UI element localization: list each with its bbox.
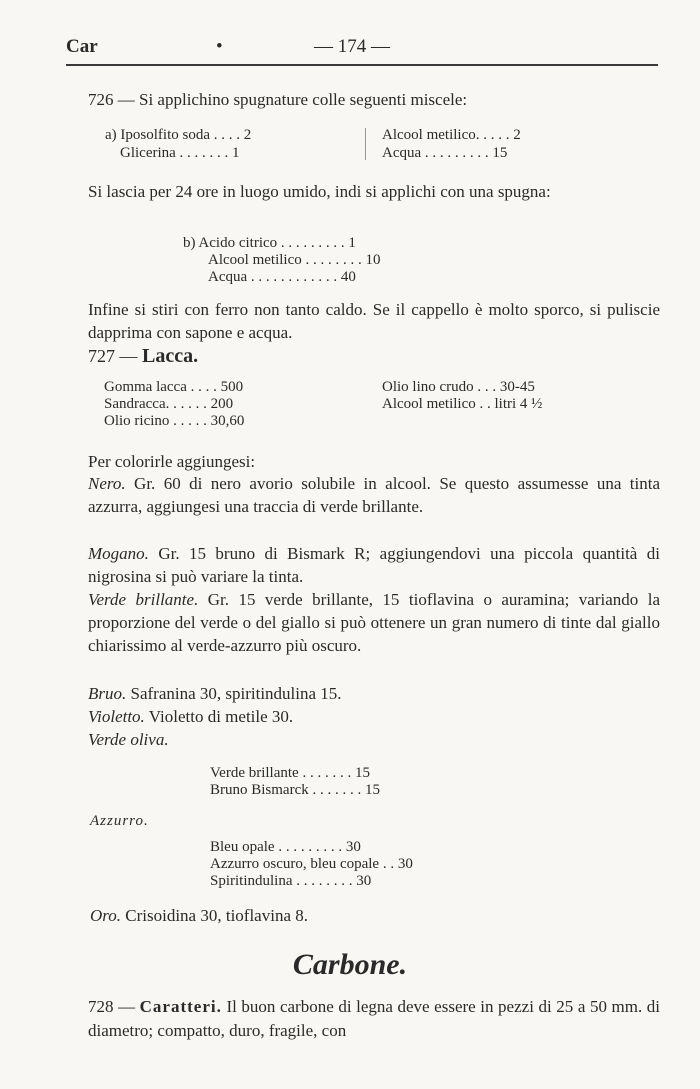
entry-oro — [90, 904, 662, 927]
lacca-right-1: Olio lino crudo . . . 30-45 — [382, 379, 535, 395]
section-726-title: 726 — Si applichino spugnature colle seguenti miscele: — [88, 90, 468, 109]
entry-violetto — [88, 705, 660, 728]
entry-violetto-text: Violetto di metile 30. — [144, 707, 294, 726]
entry-mogano-label: Mogano. — [88, 544, 149, 563]
azzurro-line-3: Spiritindulina . . . . . . . . 30 — [210, 873, 372, 889]
recipe-a-line-2: Glicerina . . . . . . . 1 — [120, 145, 240, 161]
entry-oro-label: Oro. — [90, 906, 122, 925]
running-header — [66, 34, 658, 66]
lacca-left-1: Gomma lacca . . . . 500 — [104, 379, 244, 395]
section-727-number: 727 — — [88, 346, 138, 366]
entry-bruo — [88, 682, 660, 705]
lacca-left-3: Olio ricino . . . . . 30,60 — [104, 413, 245, 429]
section-727-title: Lacca. — [142, 345, 199, 367]
entry-verde-oliva-label: Verde oliva. — [88, 730, 169, 749]
entry-verde-brillante — [88, 588, 660, 657]
section-carbone-title: Carbone. — [292, 948, 408, 981]
entry-mogano — [88, 542, 660, 588]
section-728-number: 728 — — [88, 997, 136, 1016]
oliva-line-2: Bruno Bismarck . . . . . . . 15 — [210, 782, 380, 798]
recipe-a-line-4: Acqua . . . . . . . . . 15 — [382, 145, 508, 161]
lacca-right-2: Alcool metilico . . litri 4 ½ — [382, 396, 543, 412]
entry-bruo-text: Safranina 30, spiritindulina 15. — [126, 684, 342, 703]
recipe-b-line-3: Acqua . . . . . . . . . . . . 40 — [208, 269, 356, 285]
page-number: — 174 — — [314, 36, 390, 57]
entry-bruo-label: Bruo. — [88, 684, 127, 703]
recipe-b-line-1: b) Acido citrico . . . . . . . . . 1 — [183, 235, 356, 251]
paragraph-iron: Infine si stiri con ferro non tanto caldo. Se il cappello è molto sporco, si puliscie dapprima con sapone e acqua. — [88, 300, 660, 342]
entry-verde-label: Verde brillante. — [88, 590, 199, 609]
column-divider — [365, 128, 366, 160]
azzurro-line-2: Azzurro oscuro, bleu copale . . 30 — [210, 856, 413, 872]
entry-nero-label: Nero. — [88, 474, 126, 493]
entry-oro-text: Crisoidina 30, tioflavina 8. — [121, 906, 308, 925]
entry-verde-text: Gr. 15 verde brillante, 15 tioflavina o auramina; variando la proporzione del verde o del giallo si può ottenere un gran numero di tinte dal giallo chiarissimo al verde-azzurro più oscuro. — [88, 590, 660, 655]
section-728-title: Caratteri. — [139, 997, 222, 1016]
entry-mogano-text: Gr. 15 bruno di Bismark R; aggiungendovi una piccola quantità di nigrosina si può variare la tinta. — [88, 544, 660, 586]
entry-nero-text: Gr. 60 di nero avorio solubile in alcool. Se questo assumesse una tinta azzurra, aggiungesi una traccia di verde brillante. — [88, 474, 660, 516]
entry-azzurro-label: Azzurro. — [90, 813, 149, 829]
entry-violetto-label: Violetto. — [88, 707, 145, 726]
paragraph-humid: Si lascia per 24 ore in luogo umido, indi si applichi con una spugna: — [88, 182, 551, 201]
recipe-b-line-2: Alcool metilico . . . . . . . . 10 — [208, 252, 381, 268]
header-headword: Car — [66, 36, 98, 57]
header-dot: • — [216, 36, 223, 57]
coloring-intro: Per colorirle aggiungesi: — [88, 452, 256, 471]
section-727-heading — [88, 345, 198, 368]
recipe-a-line-3: Alcool metilico. . . . . 2 — [382, 127, 521, 143]
recipe-a-line-1: a) Iposolfito soda . . . . 2 — [105, 127, 252, 143]
oliva-line-1: Verde brillante . . . . . . . 15 — [210, 765, 370, 781]
section-728-text: Il buon carbone di legna deve essere in pezzi di 25 a 50 mm. di diametro; compatto, duro, fragile, con — [88, 997, 661, 1040]
section-728-paragraph — [88, 995, 660, 1043]
azzurro-line-1: Bleu opale . . . . . . . . . 30 — [210, 839, 361, 855]
lacca-left-2: Sandracca. . . . . . 200 — [104, 396, 234, 412]
entry-nero — [88, 472, 660, 518]
